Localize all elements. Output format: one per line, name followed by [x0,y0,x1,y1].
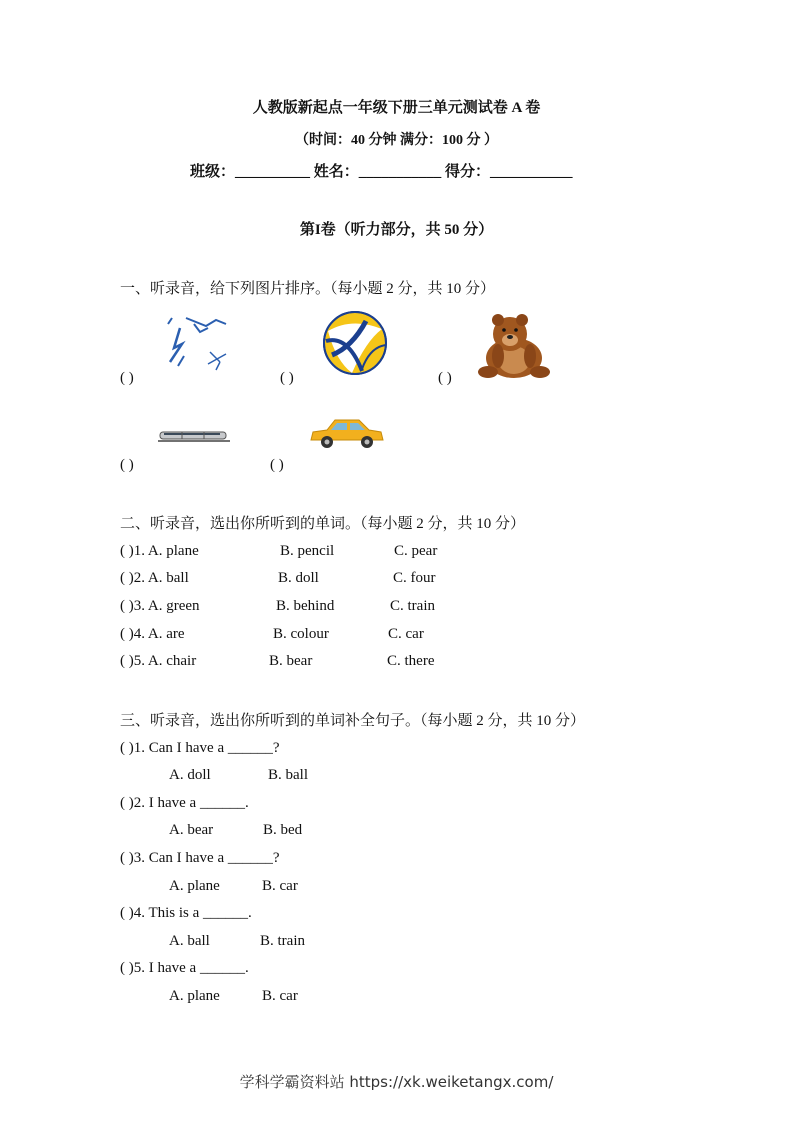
q3-3-sentence[interactable]: ( )3. Can I have a ______? [120,850,280,866]
student-info-line: 班级：__________ 姓名：___________ 得分：___________ [190,164,573,180]
footer-source: 学科学霸资料站 https://xk.weiketangx.com/ [239,1073,554,1091]
q3-2-sentence[interactable]: ( )2. I have a ______. [120,795,249,811]
q3-5-option-a: A. plane [169,988,220,1004]
answer-paren-2[interactable]: ( ) [280,370,294,386]
section-three-heading: 三、听录音，选出你所听到的单词补全句子。（每小题 2 分，共 10 分） [120,713,586,729]
q2-1-option-c: C. pear [394,543,438,559]
q2-2-option-b: B. doll [278,570,319,586]
q3-3-option-b: B. car [262,878,298,894]
q3-4-option-a: A. ball [169,933,210,949]
section-two-heading: 二、听录音，选出你所听到的单词。（每小题 2 分，共 10 分） [120,516,526,532]
q3-5-sentence[interactable]: ( )5. I have a ______. [120,960,249,976]
q3-1-option-a: A. doll [169,767,211,783]
exam-title: 人教版新起点一年级下册三单元测试卷 A 卷 [252,100,541,116]
q3-2-option-b: B. bed [263,822,303,838]
answer-paren-3[interactable]: ( ) [438,370,452,386]
q3-4-option-b: B. train [260,933,305,949]
q3-1-option-b: B. ball [268,767,308,783]
q3-2-option-a: A. bear [169,822,214,838]
bear-picture [474,312,552,380]
q2-3-number[interactable]: ( )3. A. green [120,598,200,614]
answer-paren-1[interactable]: ( ) [120,370,134,386]
answer-paren-5[interactable]: ( ) [270,457,284,473]
q2-2-option-c: C. four [393,570,436,586]
q2-4-option-b: B. colour [273,626,329,642]
q2-3-option-b: B. behind [276,598,335,614]
q2-5-option-c: C. there [387,653,435,669]
q2-4-option-c: C. car [388,626,424,642]
q3-5-option-b: B. car [262,988,298,1004]
exam-subtitle: （时间：40 分钟 满分：100 分 ） [295,133,498,148]
q2-1-option-b: B. pencil [280,543,335,559]
q2-5-number[interactable]: ( )5. A. chair [120,653,197,669]
q2-2-number[interactable]: ( )2. A. ball [120,570,189,586]
q2-4-number[interactable]: ( )4. A. are [120,626,185,642]
train-picture [158,428,230,444]
q2-3-option-c: C. train [390,598,435,614]
q3-3-option-a: A. plane [169,878,220,894]
section-one-heading: 一、听录音，给下列图片排序。（每小题 2 分，共 10 分） [120,281,496,297]
volleyball-picture [322,311,388,375]
q3-4-sentence[interactable]: ( )4. This is a ______. [120,905,252,921]
q3-1-sentence[interactable]: ( )1. Can I have a ______? [120,740,280,756]
q2-5-option-b: B. bear [269,653,313,669]
answer-paren-4[interactable]: ( ) [120,457,134,473]
taxi-picture [307,416,385,450]
part-one-title: 第I卷（听力部分，共 50 分） [299,222,494,238]
kite-picture [160,314,235,374]
q2-1-number[interactable]: ( )1. A. plane [120,543,199,559]
